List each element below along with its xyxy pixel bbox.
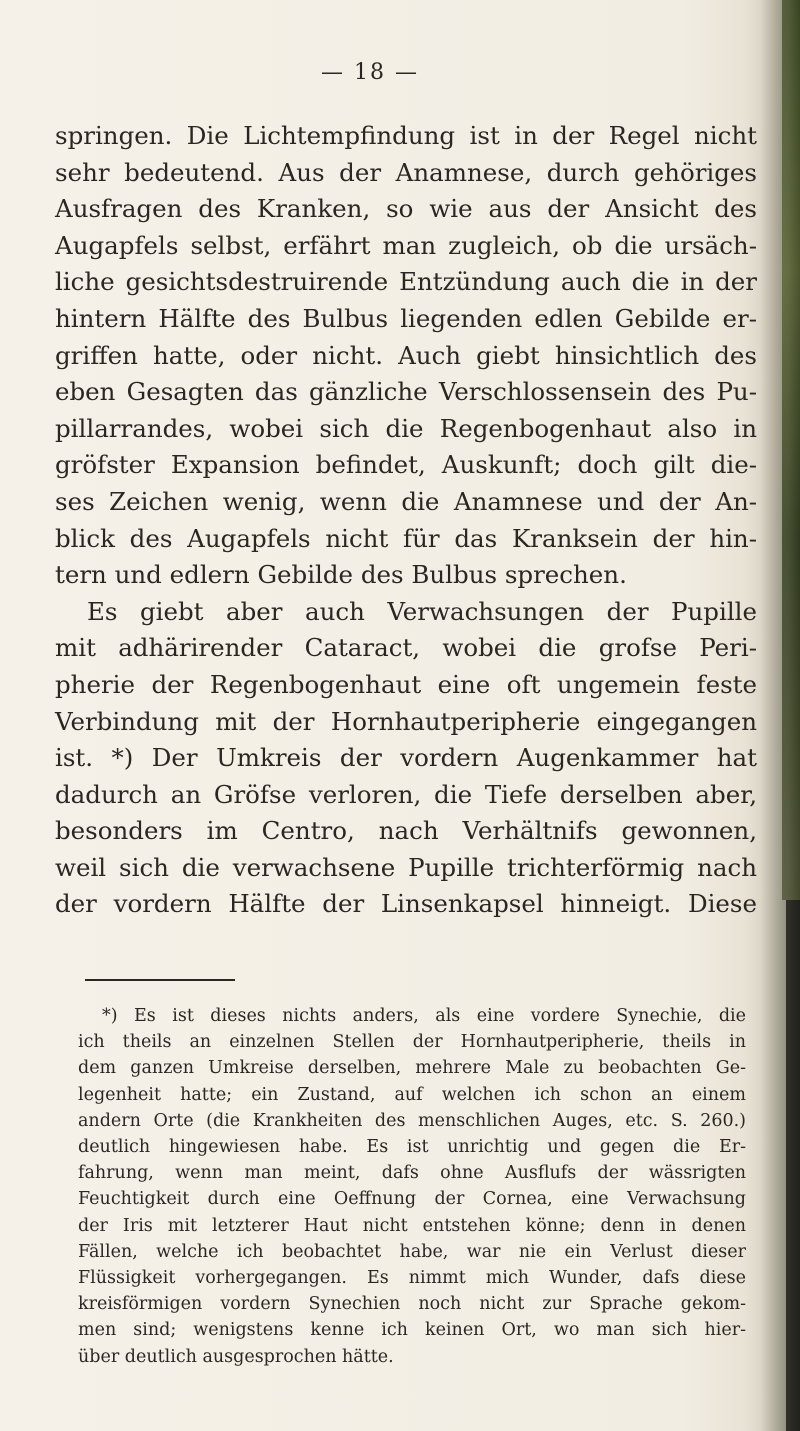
footnote-line: der Iris mit letzterer Haut nicht entstehen könne; denn in denen: [78, 1215, 746, 1236]
footnote-line: Feuchtigkeit durch eine Oeffnung der Cornea, eine Verwachsung: [78, 1189, 746, 1210]
text-line: sehr bedeutend. Aus der Anamnese, durch gehöriges: [55, 157, 757, 187]
adjacent-page-edge: [782, 0, 800, 900]
main-text-block: [55, 118, 757, 923]
footnote-line: Flüssigkeit vorhergegangen. Es nimmt mich Wunder, dafs diese: [78, 1268, 746, 1289]
footnote-line: über deutlich ausgesprochen hätte.: [78, 1346, 394, 1367]
text-line: weil sich die verwachsene Pupille trichterförmig nach: [55, 852, 757, 882]
page-number: — 18 —: [321, 60, 419, 85]
text-line: Ausfragen des Kranken, so wie aus der Ansicht des: [55, 194, 757, 224]
text-line: springen. Die Lichtempfindung ist in der Regel nicht: [55, 121, 757, 150]
footnote-line: legenheit hatte; ein Zustand, auf welchen ich schon an einem: [78, 1084, 746, 1105]
text-line: pillarrandes, wobei sich die Regenbogenhaut also in: [55, 413, 757, 443]
text-line: Es giebt aber auch Verwachsungen der Pupille: [87, 596, 757, 626]
footnote-line: kreisförmigen vordern Synechien noch nicht zur Sprache gekom-: [78, 1294, 746, 1315]
footnote-line: men sind; wenigstens kenne ich keinen Ort, wo man sich hier-: [78, 1320, 746, 1341]
text-line: eben Gesagten das gänzliche Verschlossensein des Pu-: [55, 377, 757, 407]
text-line: pherie der Regenbogenhaut eine oft ungemein feste: [55, 669, 757, 699]
text-line: mit adhärirender Cataract, wobei die grofse Peri-: [55, 633, 757, 663]
footnote-line: *) Es ist dieses nichts anders, als eine vordere Synechie, die: [102, 1006, 746, 1026]
text-line: Augapfels selbst, erfährt man zugleich, ob die ursäch-: [55, 230, 757, 260]
text-line: Verbindung mit der Hornhautperipherie eingegangen: [55, 706, 757, 736]
text-line: griffen hatte, oder nicht. Auch giebt hinsichtlich des: [55, 340, 757, 370]
text-line: ses Zeichen wenig, wenn die Anamnese und der An-: [55, 486, 757, 516]
footnote-line: dem ganzen Umkreise derselben, mehrere Male zu beobachten Ge-: [78, 1058, 746, 1079]
text-line: blick des Augapfels nicht für das Kranksein der hin-: [55, 523, 757, 553]
footnote-line: deutlich hingewiesen habe. Es ist unrichtig und gegen die Er-: [78, 1137, 746, 1158]
scan-border: [786, 900, 800, 1431]
footnote-separator: [85, 979, 235, 981]
footnote-line: ich theils an einzelnen Stellen der Hornhautperipherie, theils in: [78, 1032, 746, 1053]
text-line: besonders im Centro, nach Verhältnifs gewonnen,: [55, 816, 757, 846]
text-line: ist. *) Der Umkreis der vordern Augenkammer hat: [55, 743, 757, 773]
text-line: gröfster Expansion befindet, Auskunft; doch gilt die-: [55, 450, 757, 480]
footnote-line: fahrung, wenn man meint, dafs ohne Ausflufs der wässrigten: [78, 1163, 746, 1184]
footnote-line: andern Orte (die Krankheiten des menschlichen Auges, etc. S. 260.): [78, 1110, 746, 1131]
text-line: dadurch an Gröfse verloren, die Tiefe derselben aber,: [55, 779, 757, 809]
footnote-line: Fällen, welche ich beobachtet habe, war nie ein Verlust dieser: [78, 1241, 746, 1262]
text-line: hintern Hälfte des Bulbus liegenden edlen Gebilde er-: [55, 303, 757, 333]
text-line: liche gesichtsdestruirende Entzündung auch die in der: [55, 267, 757, 297]
footnote-block: [78, 1003, 746, 1370]
text-line: der vordern Hälfte der Linsenkapsel hinneigt. Diese: [55, 889, 757, 919]
text-line: tern und edlern Gebilde des Bulbus sprechen.: [55, 560, 627, 590]
